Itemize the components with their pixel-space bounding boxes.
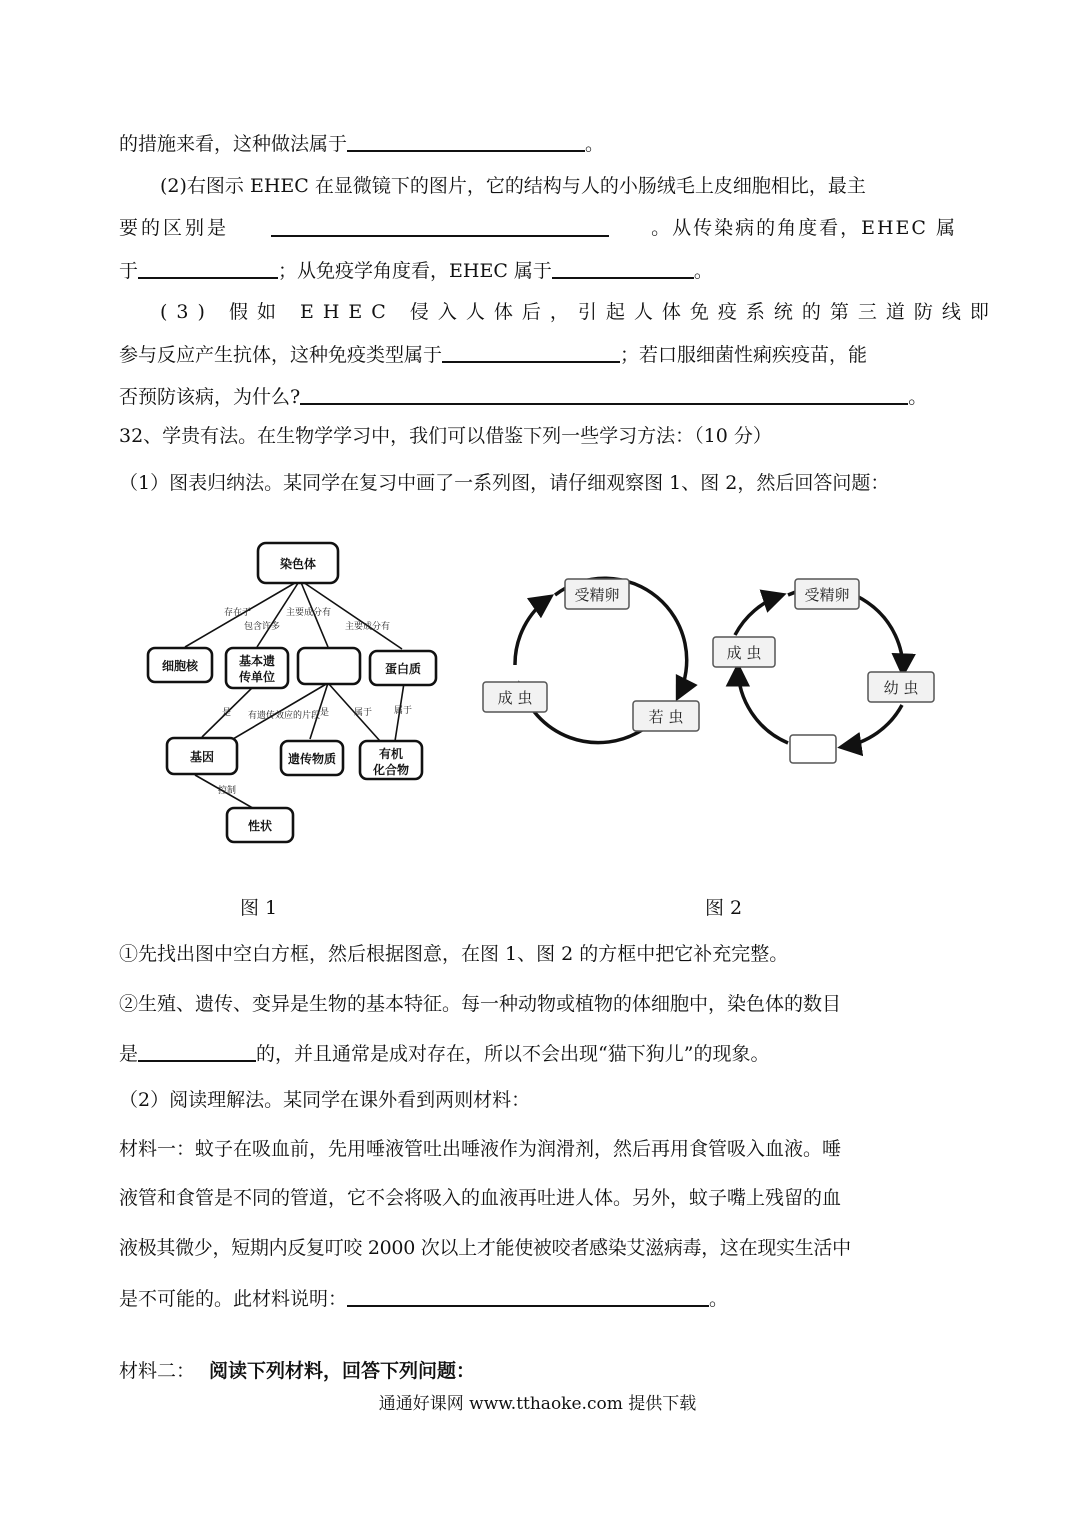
material-1-line-3 xyxy=(119,1233,957,1263)
cycle-arrow xyxy=(735,595,782,635)
figure-2-life-cycles xyxy=(470,555,945,775)
question-2-line-3 xyxy=(119,255,957,286)
text-segment: 。 xyxy=(908,386,928,408)
sub-question-2-line-1 xyxy=(119,989,957,1019)
text-segment: 参与反应产生抗体，这种免疫类型属于 xyxy=(119,344,443,366)
question-32-part-2 xyxy=(119,1085,957,1115)
text-segment: 。 xyxy=(693,260,713,282)
edge-label-is: 是 xyxy=(222,708,232,718)
chromosome-label: 染色体 xyxy=(279,557,317,571)
answer-blank[interactable] xyxy=(138,1038,256,1062)
adult-label: 成 虫 xyxy=(726,644,762,662)
edge-label-belongs-1: 属于 xyxy=(354,708,373,718)
edge-label-main-component-2: 主要成分有 xyxy=(345,622,391,632)
edge-label-belongs-2: 属于 xyxy=(394,706,413,716)
blank-stage-box[interactable] xyxy=(790,735,836,763)
text-segment: （1）图表归纳法。某同学在复习中画了一系列图，请仔细观察图 1、图 2，然后回答问题： xyxy=(119,472,890,494)
figure-2-caption: 图 2 xyxy=(705,897,743,919)
text-segment: 。 xyxy=(585,133,605,155)
sub-question-1 xyxy=(119,939,957,969)
cycle-arrow xyxy=(515,597,550,665)
material-1-line-1 xyxy=(119,1134,957,1164)
fertilized-egg-label: 受精卵 xyxy=(804,586,850,604)
basic-unit-label-2: 传单位 xyxy=(238,670,276,684)
text-segment: ①先找出图中空白方框，然后根据图意，在图 1、图 2 的方框中把它补充完整。 xyxy=(119,943,789,965)
gene-label: 基因 xyxy=(189,750,215,764)
question-3-line-1 xyxy=(160,297,998,327)
answer-blank[interactable] xyxy=(552,255,694,279)
figure-1-caption: 图 1 xyxy=(240,897,278,919)
question-32-heading xyxy=(119,421,957,451)
question-32-part-1 xyxy=(119,468,957,498)
text-segment: 材料二： xyxy=(119,1360,196,1382)
answer-blank[interactable] xyxy=(347,1283,709,1307)
answer-blank[interactable] xyxy=(271,213,609,237)
organic-compound-label-1: 有机 xyxy=(378,747,404,761)
text-segment: 的措施来看，这种做法属于 xyxy=(119,133,348,155)
text-segment: 32、学贵有法。在生物学学习中，我们可以借鉴下列一些学习方法：（10 分） xyxy=(119,425,772,447)
answer-blank[interactable] xyxy=(442,339,620,363)
question-2-line-1 xyxy=(160,171,957,201)
edge-label-dna-segment: 有遗传效应的片段 xyxy=(248,711,321,721)
question-3-line-2 xyxy=(119,339,957,370)
text-segment: 要的区别是 xyxy=(119,217,230,239)
text-segment: 否预防该病，为什么? xyxy=(119,386,301,408)
trait-label: 性状 xyxy=(247,819,273,833)
edge-label-controls: 控制 xyxy=(218,786,237,796)
text-segment: (2)右图示 EHEC 在显微镜下的图片，它的结构与人的小肠绒毛上皮细胞相比，最主 xyxy=(160,175,866,197)
nymph-label: 若 虫 xyxy=(648,708,684,726)
text-segment: 是不可能的。此材料说明： xyxy=(119,1288,348,1310)
text-segment: ；从免疫学角度看，EHEC 属于 xyxy=(278,260,552,282)
text-segment-bold: 阅读下列材料，回答下列问题： xyxy=(209,1360,476,1382)
basic-unit-label-1: 基本遗 xyxy=(238,654,276,668)
text-segment: 是 xyxy=(119,1043,139,1065)
cycle-arrow xyxy=(738,667,788,743)
genetic-material-label: 遗传物质 xyxy=(287,752,337,766)
figure-1-concept-map xyxy=(140,535,440,847)
answer-blank[interactable] xyxy=(300,381,908,405)
text-segment: 。从传染病的角度看，EHEC 属 xyxy=(651,217,957,239)
question-3-line-3 xyxy=(119,381,957,412)
text-segment: 的，并且通常是成对存在，所以不会出现“猫下狗儿”的现象。 xyxy=(256,1043,770,1065)
edge-label-exists-in: 存在于 xyxy=(224,608,252,618)
question-2-line-2 xyxy=(119,213,957,243)
fertilized-egg-label: 受精卵 xyxy=(574,586,620,604)
material-1-line-2 xyxy=(119,1183,957,1213)
material-2-heading xyxy=(119,1356,957,1386)
larva-label: 幼 虫 xyxy=(883,679,919,697)
protein-label: 蛋白质 xyxy=(384,662,422,676)
text-segment: 材料一：蚊子在吸血前，先用唾液管吐出唾液作为润滑剂，然后再用食管吸入血液。唾 xyxy=(119,1138,842,1160)
cell-nucleus-label: 细胞核 xyxy=(161,659,199,673)
text-segment: 液极其微少，短期内反复叮咬 2000 次以上才能使被咬者感染艾滋病毒，这在现实生活中 xyxy=(119,1237,851,1259)
adult-label: 成 虫 xyxy=(497,689,533,707)
organic-compound-label-2: 化合物 xyxy=(372,763,410,777)
page-footer: 通通好课网 www.tthaoke.com 提供下载 xyxy=(378,1394,697,1414)
edge-label-contains-many: 包含许多 xyxy=(244,622,281,632)
text-segment: ；若口服细菌性痢疾疫苗，能 xyxy=(620,344,868,366)
text-segment: （2）阅读理解法。某同学在课外看到两则材料： xyxy=(119,1089,531,1111)
cycle-arrow xyxy=(842,705,902,747)
edge-label-is-2: 是 xyxy=(320,708,330,718)
answer-line-1 xyxy=(119,128,957,159)
material-1-line-4 xyxy=(119,1283,957,1314)
text-segment: 液管和食管是不同的管道，它不会将吸入的血液再吐进人体。另外，蚊子嘴上残留的血 xyxy=(119,1187,842,1209)
answer-blank[interactable] xyxy=(138,255,278,279)
sub-question-2-line-2 xyxy=(119,1038,957,1069)
text-segment: 于 xyxy=(119,260,139,282)
text-segment: ②生殖、遗传、变异是生物的基本特征。每一种动物或植物的体细胞中，染色体的数目 xyxy=(119,993,842,1015)
edge-label-main-component-1: 主要成分有 xyxy=(286,608,332,618)
text-segment: (3) 假如 EHEC 侵入人体后，引起人体免疫系统的第三道防线即 xyxy=(160,301,998,323)
answer-blank[interactable] xyxy=(347,128,585,152)
blank-node[interactable] xyxy=(298,648,360,684)
text-segment: 。 xyxy=(709,1288,729,1310)
